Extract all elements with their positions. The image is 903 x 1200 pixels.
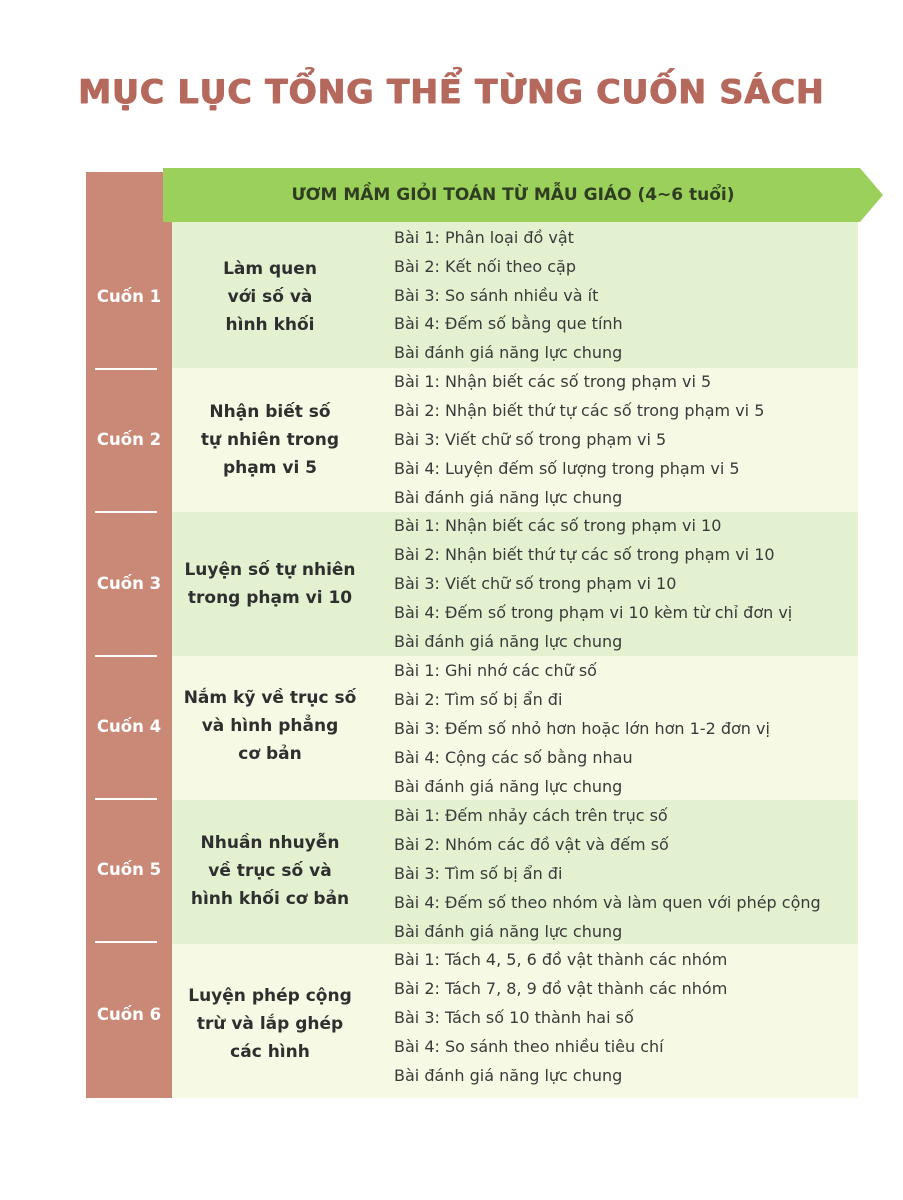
book-title-line: phạm vi 5 <box>222 458 318 478</box>
book-separator <box>95 655 157 657</box>
book-label: Cuốn 2 <box>96 430 162 449</box>
book-title-line: hình khối cơ bản <box>190 889 350 909</box>
lesson-item: Bài 4: Cộng các số bằng nhau <box>394 748 633 767</box>
book-separator <box>95 368 157 370</box>
book-label: Cuốn 4 <box>96 717 162 736</box>
lesson-item: Bài 4: Đếm số trong phạm vi 10 kèm từ chỉ đơn vị <box>394 603 793 622</box>
lesson-item: Bài 1: Đếm nhảy cách trên trục số <box>394 806 668 825</box>
book-title-line: hình khối <box>225 315 315 335</box>
book-title-line: về trục số và <box>208 861 332 881</box>
lesson-item: Bài 3: Tìm số bị ẩn đi <box>394 864 563 883</box>
lesson-item: Bài 3: Đếm số nhỏ hơn hoặc lớn hơn 1-2 đơn vị <box>394 719 770 738</box>
book-title-line: Luyện phép cộng <box>188 986 352 1006</box>
lesson-item: Bài 4: Luyện đếm số lượng trong phạm vi 5 <box>394 459 740 478</box>
book-label: Cuốn 3 <box>96 574 162 593</box>
lesson-item: Bài 4: So sánh theo nhiều tiêu chí <box>394 1037 664 1056</box>
book-title-line: Nắm kỹ về trục số <box>183 688 357 708</box>
lesson-item: Bài đánh giá năng lực chung <box>394 777 623 796</box>
book-title <box>172 684 368 768</box>
book-title-line: Nhuần nhuyễn <box>200 833 340 853</box>
lesson-item: Bài đánh giá năng lực chung <box>394 922 623 941</box>
lesson-item: Bài 2: Tìm số bị ẩn đi <box>394 690 563 709</box>
book-title <box>172 982 368 1066</box>
lesson-item: Bài 1: Phân loại đồ vật <box>394 228 574 247</box>
book-title-line: các hình <box>230 1042 310 1062</box>
lesson-item: Bài 2: Tách 7, 8, 9 đồ vật thành các nhóm <box>394 979 728 998</box>
page-title: MỤC LỤC TỔNG THỂ TỪNG CUỐN SÁCH <box>78 72 825 111</box>
column-divider <box>163 222 172 1098</box>
lesson-item: Bài 3: Tách số 10 thành hai số <box>394 1008 634 1027</box>
book-separator <box>95 798 157 800</box>
book-title-line: trừ và lắp ghép <box>196 1014 344 1034</box>
lesson-item: Bài đánh giá năng lực chung <box>394 632 623 651</box>
book-title <box>172 829 368 913</box>
lesson-item: Bài 2: Kết nối theo cặp <box>394 257 577 276</box>
lesson-item: Bài 3: Viết chữ số trong phạm vi 10 <box>394 574 677 593</box>
book-title-line: Nhận biết số <box>209 402 331 422</box>
book-title <box>172 255 368 339</box>
lesson-item: Bài 3: So sánh nhiều và ít <box>394 286 599 305</box>
lesson-item: Bài 1: Nhận biết các số trong phạm vi 5 <box>394 372 712 391</box>
book-title <box>172 398 368 482</box>
lesson-item: Bài 1: Nhận biết các số trong phạm vi 10 <box>394 516 722 535</box>
book-title-line: Luyện số tự nhiên <box>184 560 356 580</box>
lesson-item: Bài 4: Đếm số bằng que tính <box>394 314 623 333</box>
book-title <box>172 556 368 612</box>
lesson-item: Bài đánh giá năng lực chung <box>394 343 623 362</box>
lesson-item: Bài 2: Nhóm các đồ vật và đếm số <box>394 835 669 854</box>
book-title-line: trong phạm vi 10 <box>187 588 353 608</box>
book-separator <box>95 941 157 943</box>
book-title-line: Làm quen <box>223 259 317 279</box>
lesson-item: Bài 3: Viết chữ số trong phạm vi 5 <box>394 430 667 449</box>
book-title-line: với số và <box>227 287 313 307</box>
lesson-item: Bài 4: Đếm số theo nhóm và làm quen với phép cộng <box>394 893 821 912</box>
series-title: ƯƠM MẦM GIỎI TOÁN TỪ MẪU GIÁO (4~6 tuổi) <box>291 185 735 205</box>
lesson-item: Bài 1: Tách 4, 5, 6 đồ vật thành các nhóm <box>394 950 728 969</box>
book-title-line: tự nhiên trong <box>200 430 340 450</box>
book-title-line: cơ bản <box>238 744 302 764</box>
book-title-line: và hình phẳng <box>201 716 339 736</box>
book-column <box>86 172 172 1098</box>
lesson-item: Bài đánh giá năng lực chung <box>394 488 623 507</box>
book-label: Cuốn 1 <box>96 287 162 306</box>
lesson-item: Bài 1: Ghi nhớ các chữ số <box>394 661 597 680</box>
book-label: Cuốn 6 <box>96 1005 162 1024</box>
book-label: Cuốn 5 <box>96 860 162 879</box>
book-separator <box>95 511 157 513</box>
lesson-item: Bài đánh giá năng lực chung <box>394 1066 623 1085</box>
lesson-item: Bài 2: Nhận biết thứ tự các số trong phạm vi 10 <box>394 545 775 564</box>
lesson-item: Bài 2: Nhận biết thứ tự các số trong phạm vi 5 <box>394 401 765 420</box>
